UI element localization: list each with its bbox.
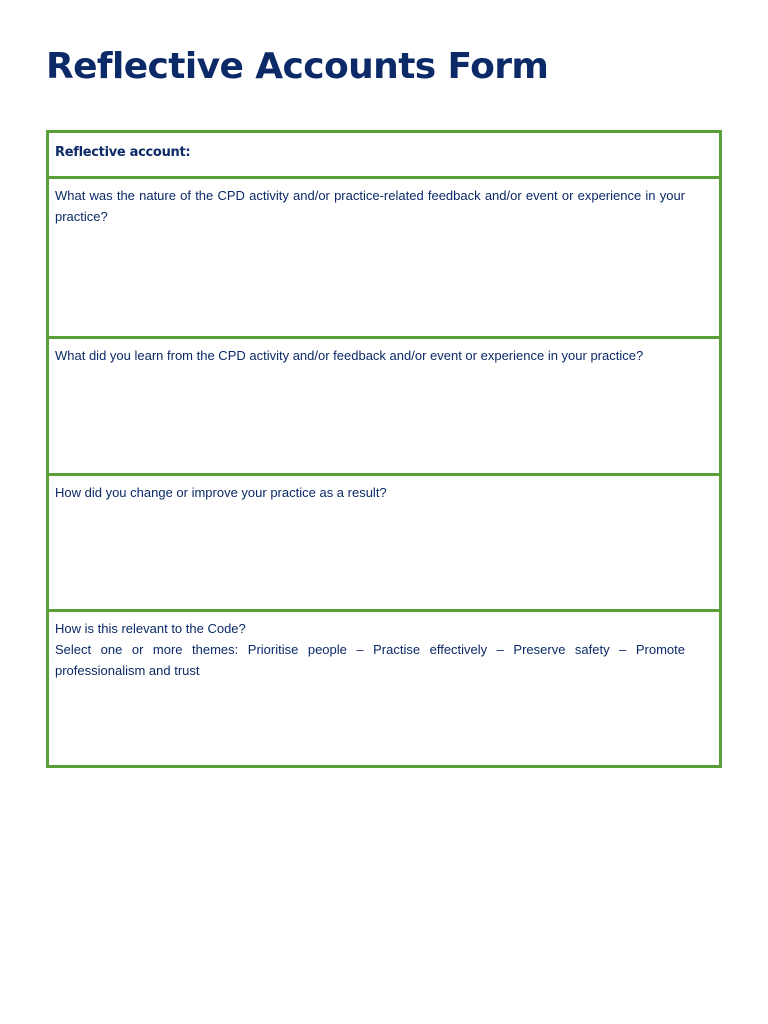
question-row-what-learned[interactable] xyxy=(49,336,719,473)
code-themes-instruction: Select one or more themes: Prioritise people – Practise effectively – Preserve safety – Promote professionalism and trust xyxy=(55,642,685,678)
table-header-row xyxy=(49,133,719,176)
question-row-nature-of-activity[interactable] xyxy=(49,176,719,336)
question-code-relevance: How is this relevant to the Code? xyxy=(55,621,246,636)
question-change-practice: How did you change or improve your practice as a result? xyxy=(55,485,387,500)
question-nature-of-activity: What was the nature of the CPD activity and/or practice-related feedback and/or event or experience in your practice? xyxy=(55,188,685,224)
question-row-code-relevance[interactable] xyxy=(49,609,719,765)
reflective-account-label: Reflective account: xyxy=(55,145,191,160)
reflective-account-table xyxy=(46,130,722,768)
question-row-change-practice[interactable] xyxy=(49,473,719,609)
page-title: Reflective Accounts Form xyxy=(46,46,549,87)
question-what-learned: What did you learn from the CPD activity and/or feedback and/or event or experience in your practice? xyxy=(55,348,644,363)
